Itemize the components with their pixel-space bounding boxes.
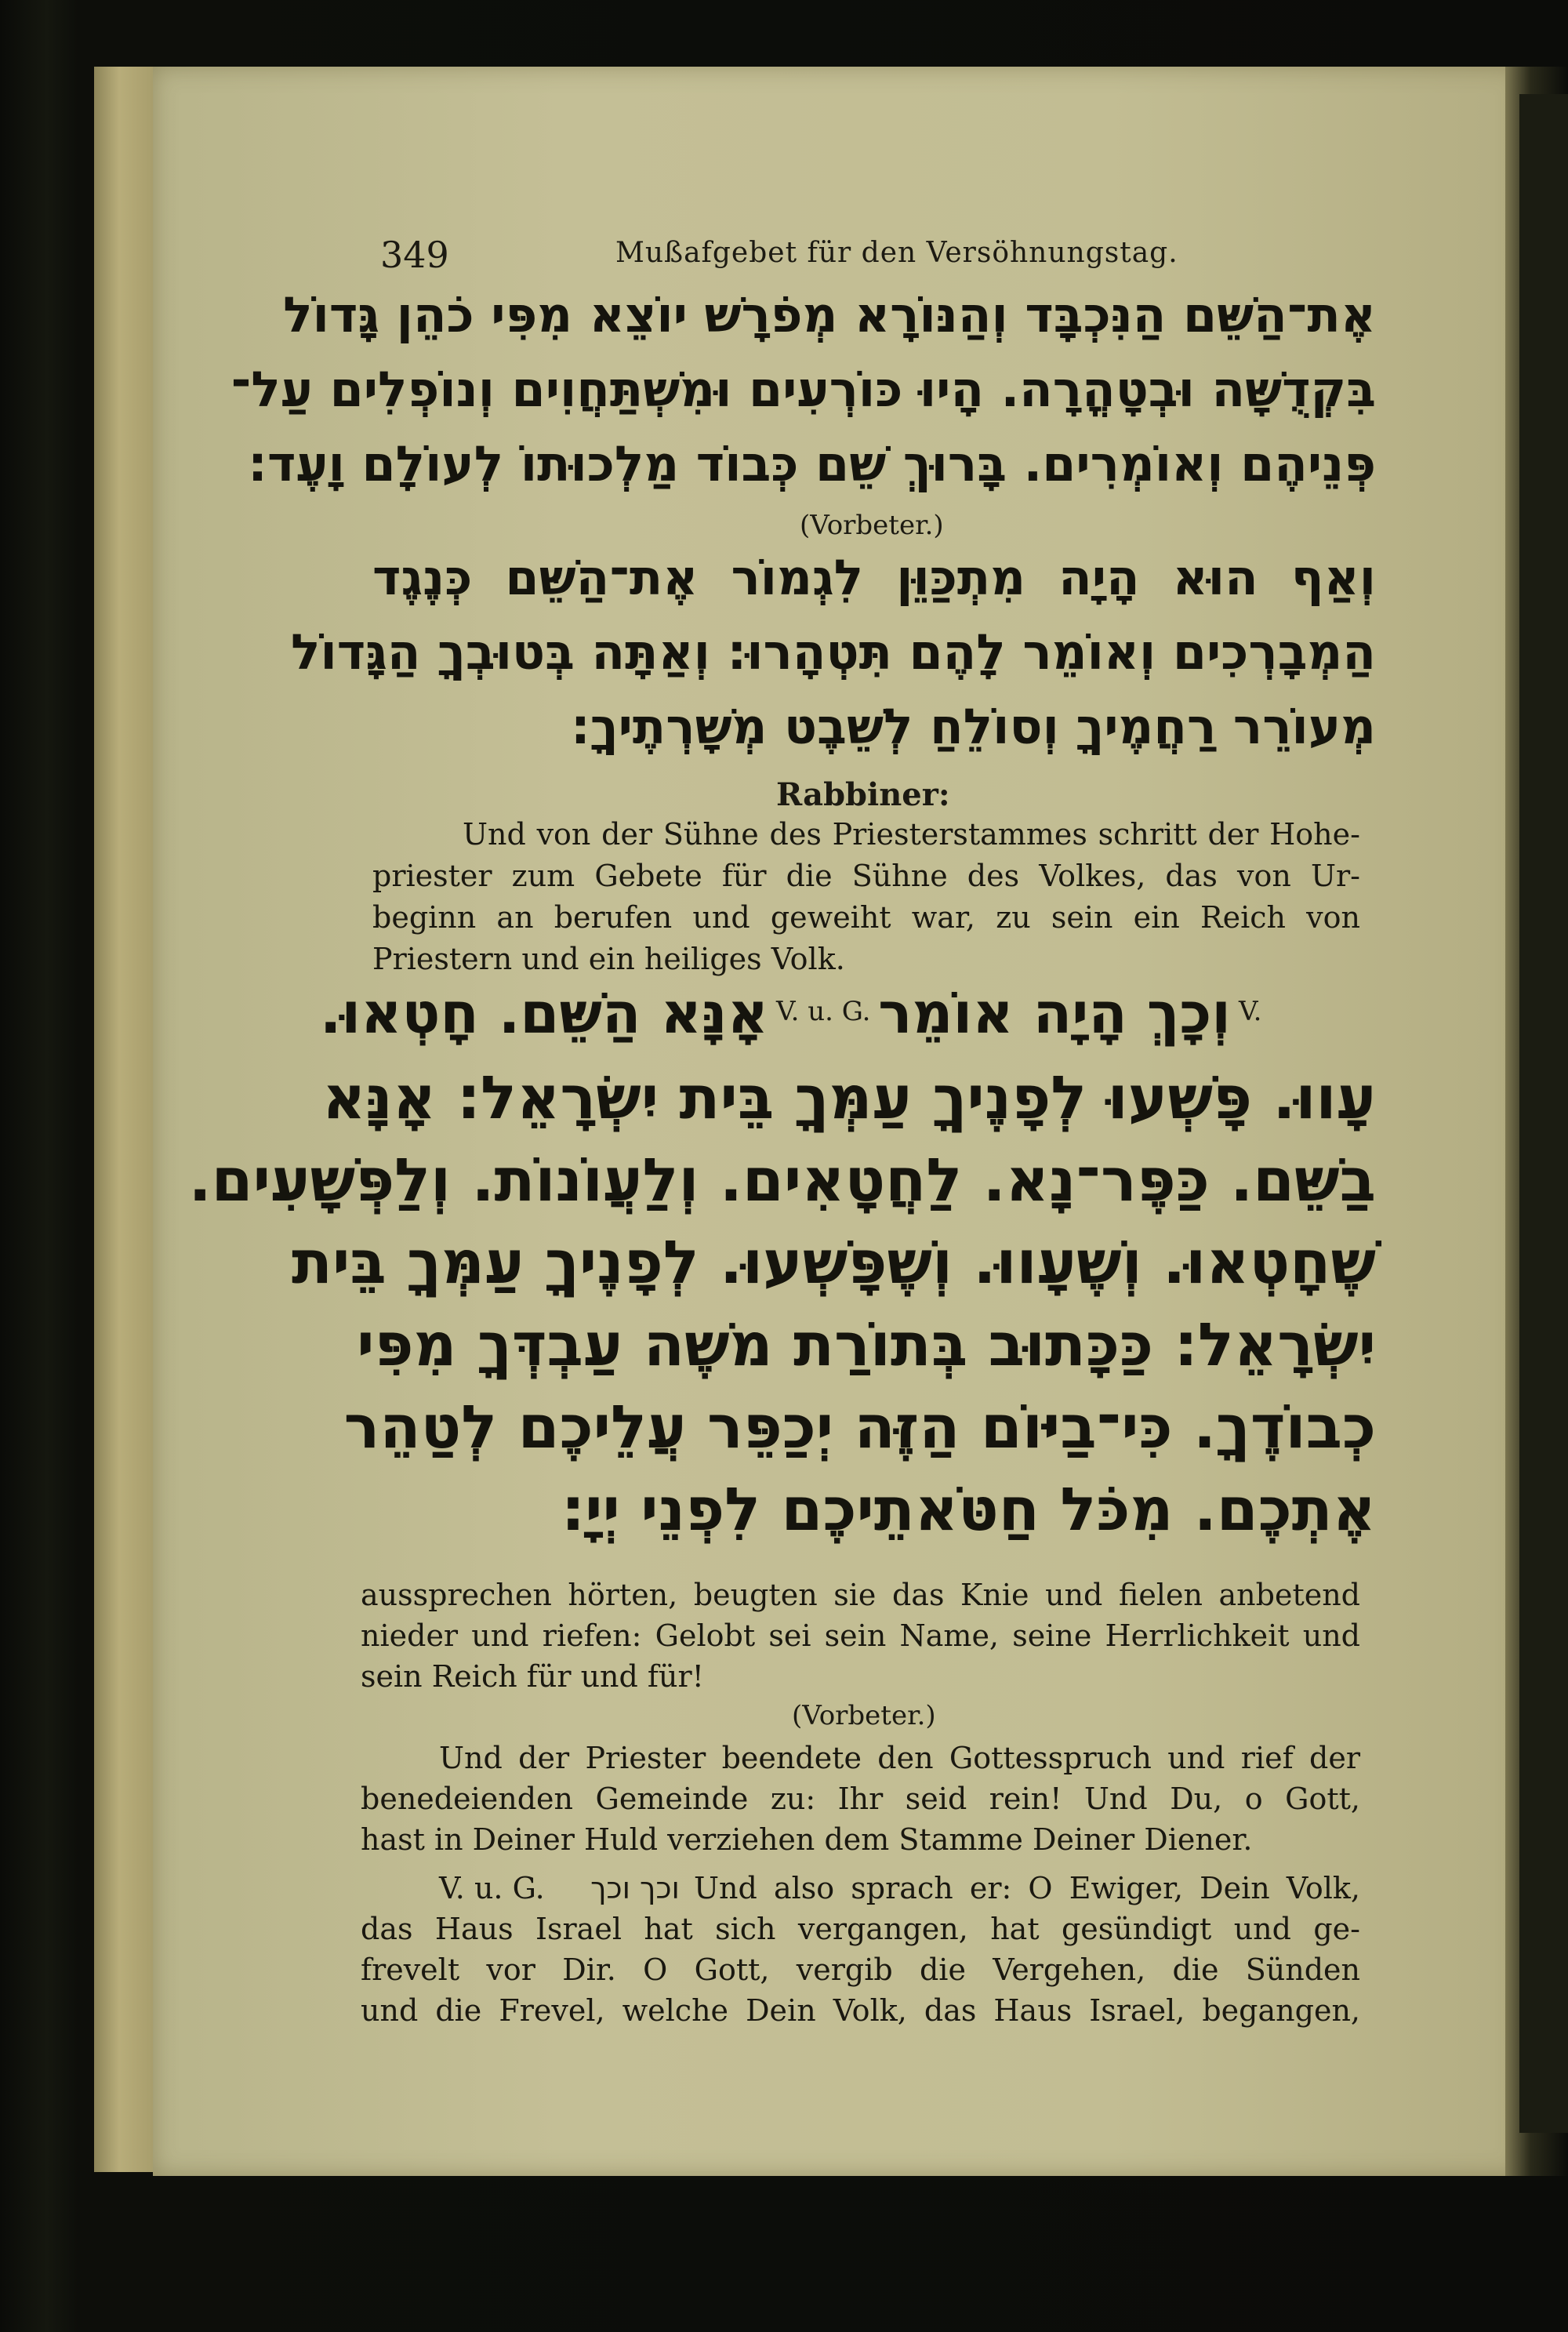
hebrew-line: מְעוֹרֵר רַחֲמֶיךָ וְסוֹלֵחַ לְשֵׁבֶט מְשָׁרְתֶיךָ: <box>571 698 1376 755</box>
german-line: aussprechen hörten, beugten sie das Knie und fielen anbetend <box>361 1578 1360 1612</box>
german-line: priester zum Gebete für die Sühne des Volkes, das von Ur- <box>372 859 1360 893</box>
hebrew-line: פְּנֵיהֶם וְאוֹמְרִים. בָּרוּךְ שֵׁם כְּבוֹד מַלְכוּתוֹ לְעוֹלָם וָעֶד: <box>248 435 1376 492</box>
hebrew-phrase: אָנָּא הַשֵּׁם. חָטְאוּ. <box>320 980 768 1046</box>
german-line: das Haus Israel hat sich vergangen, hat gesündigt und ge- <box>361 1912 1360 1946</box>
german-line: hast in Deiner Huld verziehen dem Stamme Deiner Diener. <box>361 1822 1253 1857</box>
hebrew-large-line: בַשֵּׁם. כַּפֶּר־נָא. לַחֲטָאִים. וְלַעֲוֹנוֹת. וְלַפְּשָׁעִים. <box>188 1145 1376 1215</box>
hebrew-line: וְאַף הוּא הָיָה מִתְכַּוֵּן לִגְמוֹר אֶת־הַשֵּׁם כְּנֶגֶד <box>372 549 1376 606</box>
hebrew-large-line: כְבוֹדֶךָ. כִּי־בַיּוֹם הַזֶּה יְכַפֵּר עֲלֵיכֶם לְטַהֵר <box>343 1392 1376 1462</box>
hebrew-large-line: עָווּ. פָּשְׁעוּ לְפָנֶיךָ עַמְּךָ בֵּית יִשְׂרָאֵל: אָנָּא <box>322 1062 1376 1132</box>
german-line: benedeienden Gemeinde zu: Ihr seid rein! Und Du, o Gott, <box>361 1782 1360 1816</box>
rabbiner-label: Rabbiner: <box>776 776 950 813</box>
german-phrase: Und also sprach er: O Ewiger, Dein Volk, <box>694 1871 1360 1905</box>
next-page-strip <box>1519 94 1568 2133</box>
german-line: frevelt vor Dir. O Gott, vergib die Vergehen, die Sünden <box>361 1952 1360 1987</box>
german-line: beginn an berufen und geweiht war, zu sein ein Reich von <box>372 900 1360 935</box>
german-line: und die Frevel, welche Dein Volk, das Haus Israel, begangen, <box>361 1993 1360 2028</box>
hebrew-line: בִּקְדֻשָּׁה וּבְטָהֳרָה. הָיוּ כּוֹרְעִים וּמִשְׁתַּחֲוִים וְנוֹפְלִים עַל־ <box>230 361 1376 418</box>
german-line: Und der Priester beendete den Gottesspruch und rief der <box>439 1741 1360 1775</box>
marker-vug: V. u. G. <box>439 1871 545 1905</box>
hebrew-large-line: אֶתְכֶם. מִכֹּל חַטֹּאתֵיכֶם לִפְנֵי יְיָ: <box>561 1474 1376 1544</box>
marker-v: V. <box>1239 996 1262 1027</box>
running-head <box>380 234 1368 276</box>
hebrew-line: אֶת־הַשֵּׁם הַנִּכְבָּד וְהַנּוֹרָא מְפֹרָשׁ יוֹצֵא מִפִּי כֹהֵן גָּדוֹל <box>283 286 1376 343</box>
german-line: sein Reich für und für! <box>361 1659 704 1694</box>
hebrew-words: וכך וכך <box>590 1871 680 1905</box>
german-line: Priestern und ein heiliges Volk. <box>372 942 845 976</box>
vorbeter-label: (Vorbeter.) <box>792 1700 936 1731</box>
marker-vug: V. u. G. <box>776 996 871 1027</box>
running-title: Mußafgebet für den Versöhnungstag. <box>615 237 1178 269</box>
hebrew-phrase: וְכָךְ הָיָה אוֹמֵר <box>878 980 1231 1046</box>
page-edge <box>94 67 157 2172</box>
german-line: nieder und riefen: Gelobt sei sein Name, seine Herrlichkeit und <box>361 1618 1360 1653</box>
hebrew-line: הַמְבָרְכִים וְאוֹמֵר לָהֶם תִּטְהָרוּ: וְאַתָּה בְּטוּבְךָ הַגָּדוֹל <box>290 623 1376 681</box>
hebrew-large-line: יִשְׂרָאֵל: כַּכָּתוּב בְּתוֹרַת משֶׁה עַבְדְּךָ מִפִּי <box>357 1309 1376 1379</box>
vorbeter-label: (Vorbeter.) <box>800 510 944 541</box>
hebrew-large-line: שֶׁחָטְאוּ. וְשֶׁעָווּ. וְשֶׁפָּשְׁעוּ. לְפָנֶיךָ עַמְּךָ בֵּית <box>292 1227 1376 1297</box>
page-number: 349 <box>380 234 449 276</box>
german-line: Und von der Sühne des Priesterstammes schritt der Hohe- <box>463 817 1360 852</box>
